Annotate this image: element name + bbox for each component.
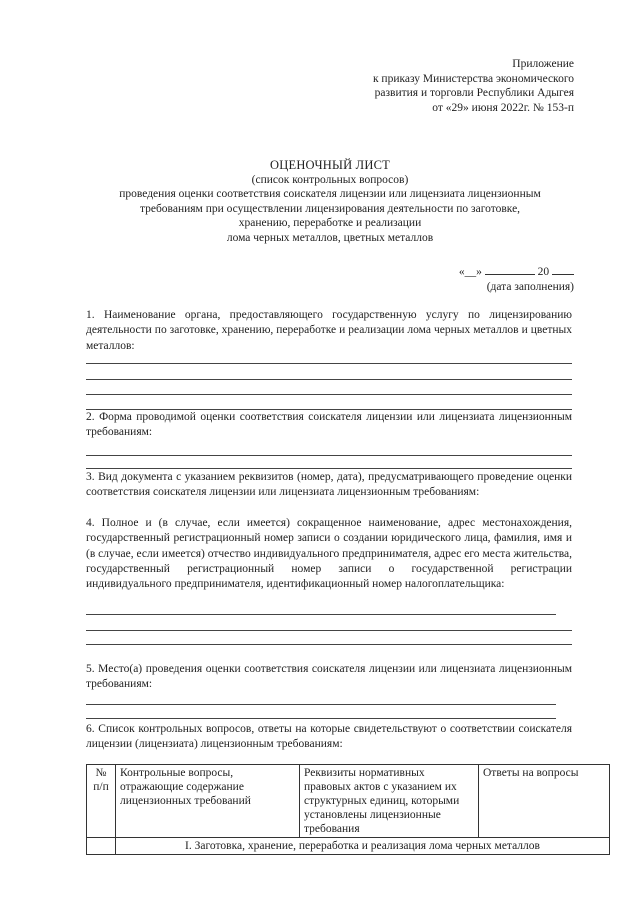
fill-line[interactable]	[86, 704, 556, 705]
section-1	[86, 308, 572, 354]
title-line: требованиям при осуществлении лицензирования деятельности по заготовке,	[139, 202, 521, 215]
date-month-blank[interactable]	[485, 264, 535, 275]
fill-line[interactable]	[86, 455, 572, 456]
section-row-number	[87, 838, 116, 855]
section-3-text: 3. Вид документа с указанием реквизитов (номер, дата), предусматривающего проведение оценки соответствия соискателя лицензии или лицензиата лицензионным требованиям:	[86, 471, 572, 499]
fill-line[interactable]	[86, 630, 572, 631]
section-5-text: 5. Место(а) проведения оценки соответствия соискателя лицензии или лицензиата лицензионным требованиям:	[86, 663, 572, 691]
section-4-text: 4. Полное и (в случае, если имеется) сокращенное наименование, адрес местонахождения, государственный регистрационный номер записи о создании юридического лица, фамилия, имя и (в случае, если имеется) отчество индивидуального предпринимателя, адрес его места жительства, государственный регистрационный номер записи о государственной регистрации индивидуального предпринимателя, идентификационный номер налогоплательщика:	[86, 517, 572, 591]
document-title-block	[60, 158, 600, 246]
date-caption: (дата заполнения)	[486, 280, 574, 293]
header-questions: Контрольные вопросы, отражающие содержание лицензионных требований	[116, 765, 300, 838]
title-line: проведения оценки соответствия соискателя лицензии или лицензиата лицензионным	[119, 188, 541, 201]
fill-line[interactable]	[86, 468, 572, 469]
section-6-text: 6. Список контрольных вопросов, ответы на которые свидетельствуют о соответствии соискателя лицензии (лицензиата) лицензионным требованиям:	[86, 723, 572, 751]
appendix-line: развития и торговли Республики Адыгея	[374, 87, 574, 100]
table-header-row	[87, 765, 610, 838]
section-3	[86, 470, 572, 501]
fill-line[interactable]	[86, 614, 556, 615]
document-title: ОЦЕНОЧНЫЙ ЛИСТ	[270, 158, 390, 172]
section-6	[86, 722, 572, 753]
fill-line[interactable]	[86, 379, 572, 380]
section-4	[86, 516, 572, 592]
date-day-field[interactable]: «__»	[458, 266, 482, 278]
title-line: хранению, переработке и реализации	[238, 217, 422, 230]
appendix-line: от «29» июня 2022г. № 153-п	[432, 101, 574, 114]
appendix-line: Приложение	[512, 58, 574, 70]
section-2-text: 2. Форма проводимой оценки соответствия соискателя лицензии или лицензиата лицензионным требованиям:	[86, 411, 572, 439]
date-fill-block	[459, 264, 574, 294]
fill-line[interactable]	[86, 718, 556, 719]
checklist-table	[86, 764, 610, 855]
table-row	[87, 838, 610, 855]
header-answers: Ответы на вопросы	[479, 765, 610, 838]
section-5	[86, 662, 572, 693]
date-year-blank[interactable]	[552, 264, 574, 275]
appendix-line: к приказу Министерства экономического	[372, 72, 574, 85]
title-line: лома черных металлов, цветных металлов	[226, 231, 434, 244]
fill-line[interactable]	[86, 644, 572, 645]
section-2	[86, 410, 572, 441]
fill-line[interactable]	[86, 363, 572, 364]
fill-line[interactable]	[86, 394, 572, 395]
header-number: № п/п	[87, 765, 116, 838]
title-line: (список контрольных вопросов)	[251, 173, 409, 186]
table-section-title: I. Заготовка, хранение, переработка и реализация лома черных металлов	[116, 838, 610, 855]
appendix-header	[373, 57, 574, 115]
section-1-text: 1. Наименование органа, предоставляющего государственную услугу по лицензированию деятельности по заготовке, хранению, переработке и реализации лома черных металлов и цветных металлов:	[86, 309, 572, 352]
header-legal-acts: Реквизиты нормативных правовых актов с указанием их структурных единиц, которыми установлены лицензионные требования	[300, 765, 479, 838]
date-year-prefix: 20	[537, 266, 550, 278]
